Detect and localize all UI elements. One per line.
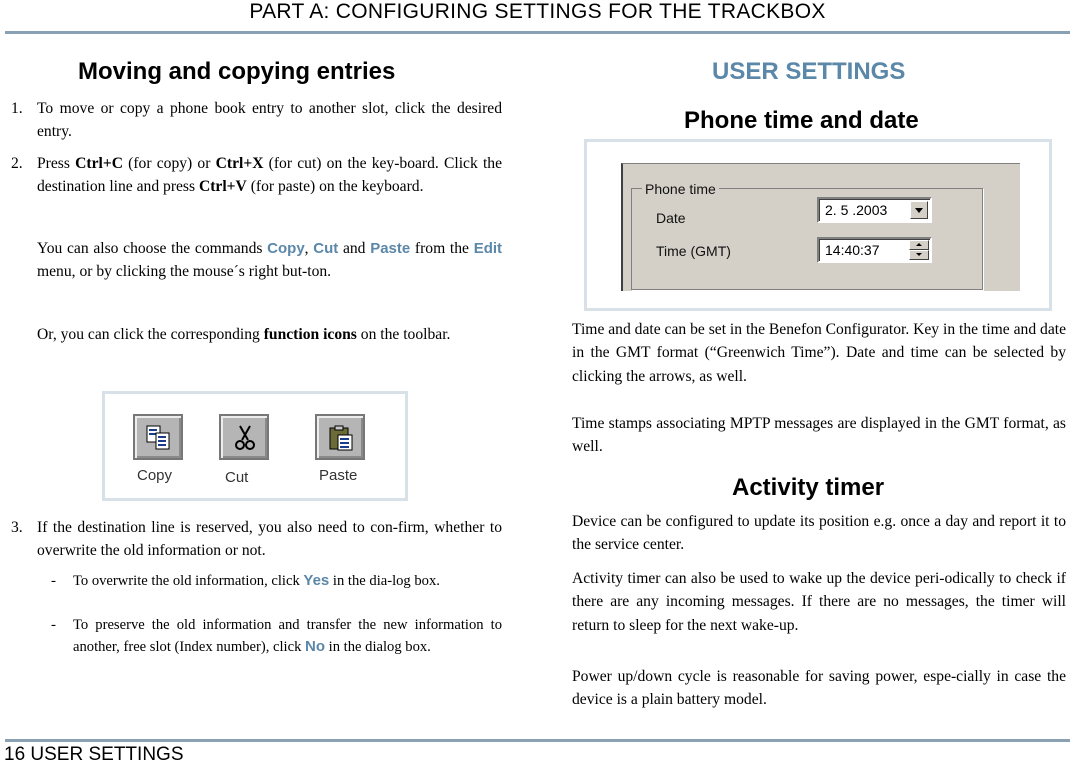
activity-paragraph-1: Device can be configured to update its position e.g. once a day and report it to the service center. (572, 513, 1066, 554)
paste-label: Paste (319, 467, 358, 484)
date-value: 2. 5 .2003 (825, 202, 888, 218)
time-date-paragraph: Time and date can be set in the Benefon Configurator. Key in the time and date in the GMT format (“Greenwich Time”). Date and time can be selected by clicking the arrows, as well. (572, 321, 1066, 385)
bullet-dash: - (51, 573, 56, 589)
header-rule (5, 31, 1070, 34)
step-number: 3. (11, 519, 23, 536)
edit-menu-ref: Edit (473, 240, 503, 257)
copy-icon (145, 424, 173, 452)
cut-label: Cut (225, 469, 249, 486)
date-picker[interactable] (817, 197, 932, 223)
activity-paragraph-2: Activity timer can also be used to wake up the device peri-odically to check if there are any incoming messages. If there are no messages, the timer will return to sleep for the next wake-up. (572, 570, 1066, 634)
paste-command: Paste (370, 240, 411, 257)
shortcut-ctrl-c: Ctrl+C (75, 155, 123, 172)
step-number: 1. (11, 100, 23, 117)
shortcut-ctrl-x: Ctrl+X (215, 155, 264, 172)
no-option: No (305, 638, 326, 655)
bullet-no: To preserve the old information and transfer the new information to another, free slot (Index number), click No in the dialog box. (73, 617, 502, 655)
commands-note: You can also choose the commands Copy, Cut and Paste from the Edit menu, or by clicking the mouse´s right but-ton. (37, 240, 503, 281)
paste-icon (327, 424, 355, 452)
dialog-panel (621, 163, 1020, 291)
activity-timer-heading: Activity timer (732, 474, 885, 501)
scissors-icon (231, 424, 259, 452)
date-dropdown-button[interactable] (910, 201, 928, 219)
time-input[interactable] (817, 237, 932, 263)
copy-command: Copy (267, 240, 305, 257)
spin-down-icon[interactable] (909, 250, 929, 260)
function-icons-note: Or, you can click the corresponding function icons on the toolbar. (37, 326, 451, 343)
step-number: 2. (11, 155, 23, 172)
phone-time-heading: Phone time and date (684, 107, 919, 134)
copy-button[interactable] (133, 414, 183, 460)
cut-button[interactable] (219, 414, 269, 460)
yes-option: Yes (303, 572, 330, 589)
page-footer: 16 USER SETTINGS (4, 744, 184, 765)
mptp-paragraph: Time stamps associating MPTP messages are displayed in the GMT format, as well. (572, 415, 1066, 456)
section-heading-moving: Moving and copying entries (78, 58, 396, 85)
bullet-dash: - (51, 617, 56, 633)
footer-rule (5, 739, 1070, 742)
step-3-text: If the destination line is reserved, you also need to con-firm, whether to overwrite the old information or not. (37, 519, 502, 560)
time-spinner[interactable] (909, 240, 929, 260)
shortcut-ctrl-v: Ctrl+V (198, 178, 247, 196)
spin-up-icon[interactable] (909, 240, 929, 250)
group-title: Phone time (642, 181, 719, 197)
user-settings-title: USER SETTINGS (712, 58, 906, 85)
toolbar-figure (102, 391, 408, 501)
copy-label: Copy (137, 467, 173, 484)
step-1-text: To move or copy a phone book entry to another slot, click the desired entry. (37, 100, 502, 141)
paste-button[interactable] (315, 414, 365, 460)
time-value: 14:40:37 (825, 242, 880, 258)
date-label: Date (656, 210, 686, 226)
bullet-yes: To overwrite the old information, click Yes in the dia-log box. (73, 572, 440, 589)
step-2-text: Press Ctrl+C (for copy) or Ctrl+X (for cut) on the key-board. Click the destination line and press Ctrl+V (for paste) on the keyboard. (37, 155, 503, 196)
phone-time-dialog-figure (584, 139, 1052, 311)
cut-command: Cut (313, 240, 339, 257)
activity-paragraph-3: Power up/down cycle is reasonable for saving power, espe-cially in case the device is a plain battery model. (572, 668, 1066, 709)
page-header: PART A: CONFIGURING SETTINGS FOR THE TRACKBOX (249, 0, 826, 23)
time-label: Time (GMT) (656, 243, 731, 259)
